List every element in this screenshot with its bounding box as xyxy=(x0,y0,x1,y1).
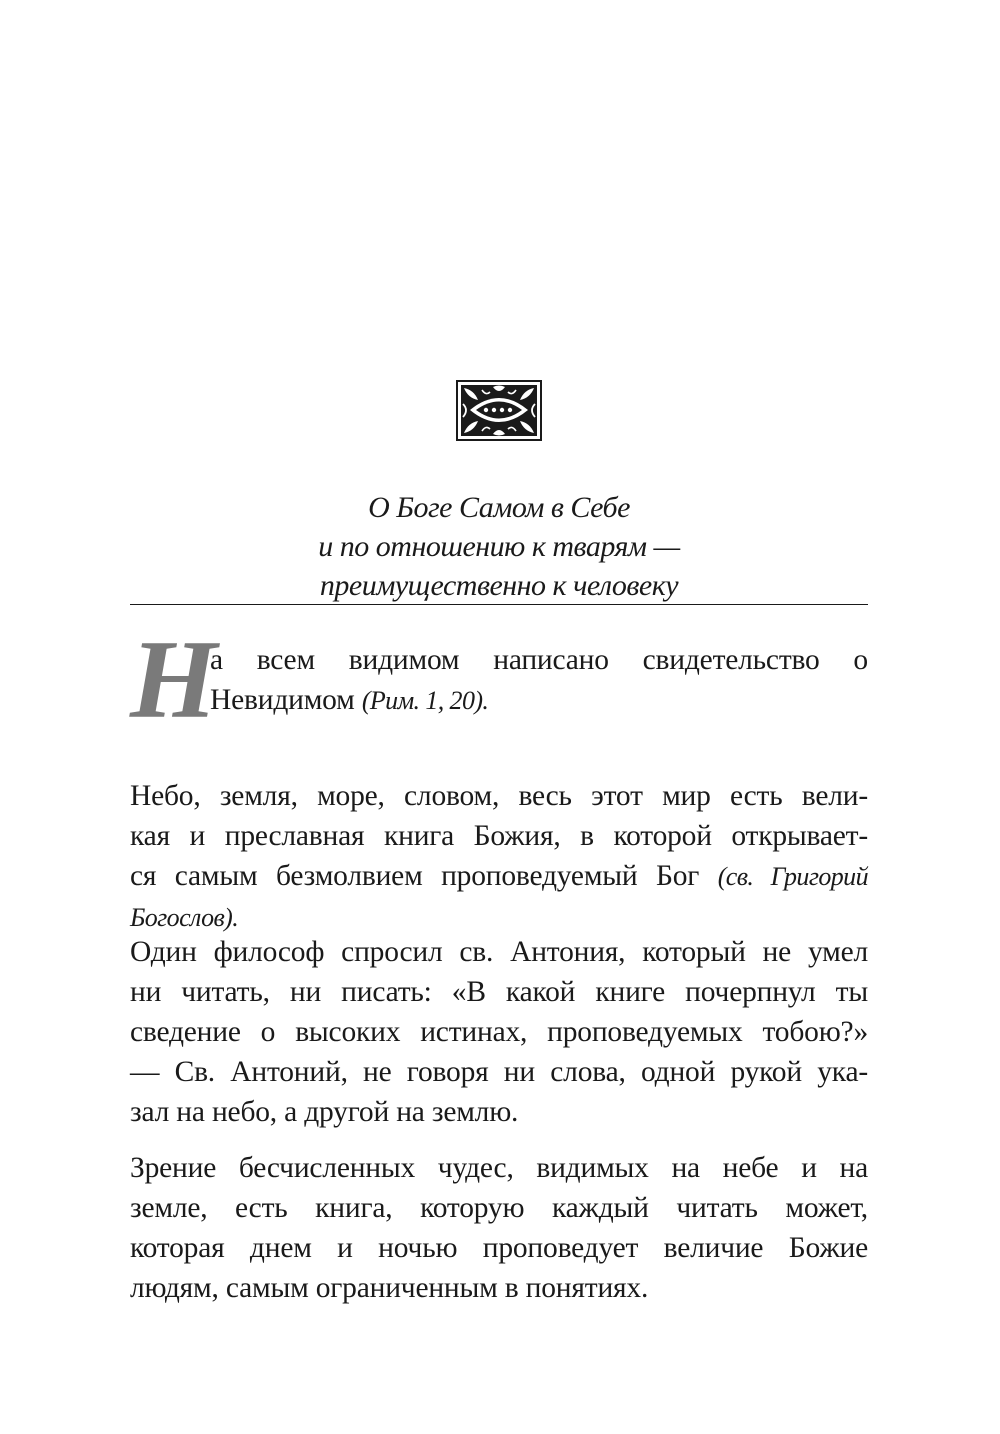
paragraph-1 xyxy=(210,640,868,721)
text-line: которая днем и ночью проповедует величие Божие xyxy=(130,1232,868,1264)
text-line: земле, есть книга, которую каждый читать может, xyxy=(130,1192,868,1224)
text-line: Небо, земля, море, словом, весь этот мир есть вели- xyxy=(130,780,868,812)
chapter-title-line: О Боге Самом в Себе xyxy=(368,491,630,524)
text-line: людям, самым ограниченным в понятиях. xyxy=(130,1272,649,1304)
title-divider xyxy=(130,604,868,605)
author-citation: (св. Григорий xyxy=(717,862,868,891)
text-line xyxy=(130,856,868,897)
drop-cap: Н xyxy=(130,618,218,742)
paragraph-3 xyxy=(130,932,868,1132)
author-citation: Богослов). xyxy=(130,903,239,932)
floral-ornament-icon xyxy=(456,380,542,441)
scripture-citation: (Рим. 1, 20). xyxy=(361,686,489,715)
chapter-title-line: преимущественно к человеку xyxy=(319,569,679,602)
text-line: зал на небо, а другой на землю. xyxy=(130,1096,519,1128)
text-line: ни читать, ни писать: «В какой книге почерпнул ты xyxy=(130,976,868,1008)
text-line: а всем видимом написано свидетельство о xyxy=(210,644,868,676)
text-line: кая и преславная книга Божия, в которой открывает- xyxy=(130,820,868,852)
text-line: Один философ спросил св. Антония, который не умел xyxy=(130,936,868,968)
text-fragment: Невидимом xyxy=(210,684,355,716)
text-line: сведение о высоких истинах, проповедуемых тобою?» xyxy=(130,1016,868,1048)
paragraph-4 xyxy=(130,1148,868,1308)
paragraph-2 xyxy=(130,776,868,938)
text-line: Зрение бесчисленных чудес, видимых на небе и на xyxy=(130,1152,868,1184)
text-line: — Св. Антоний, не говоря ни слова, одной рукой ука- xyxy=(130,1056,868,1088)
chapter-title-line: и по отношению к тварям — xyxy=(318,530,680,563)
chapter-title xyxy=(130,488,868,605)
text-line xyxy=(210,680,868,721)
text-fragment: ся самым безмолвием проповедуемый Бог xyxy=(130,860,700,892)
